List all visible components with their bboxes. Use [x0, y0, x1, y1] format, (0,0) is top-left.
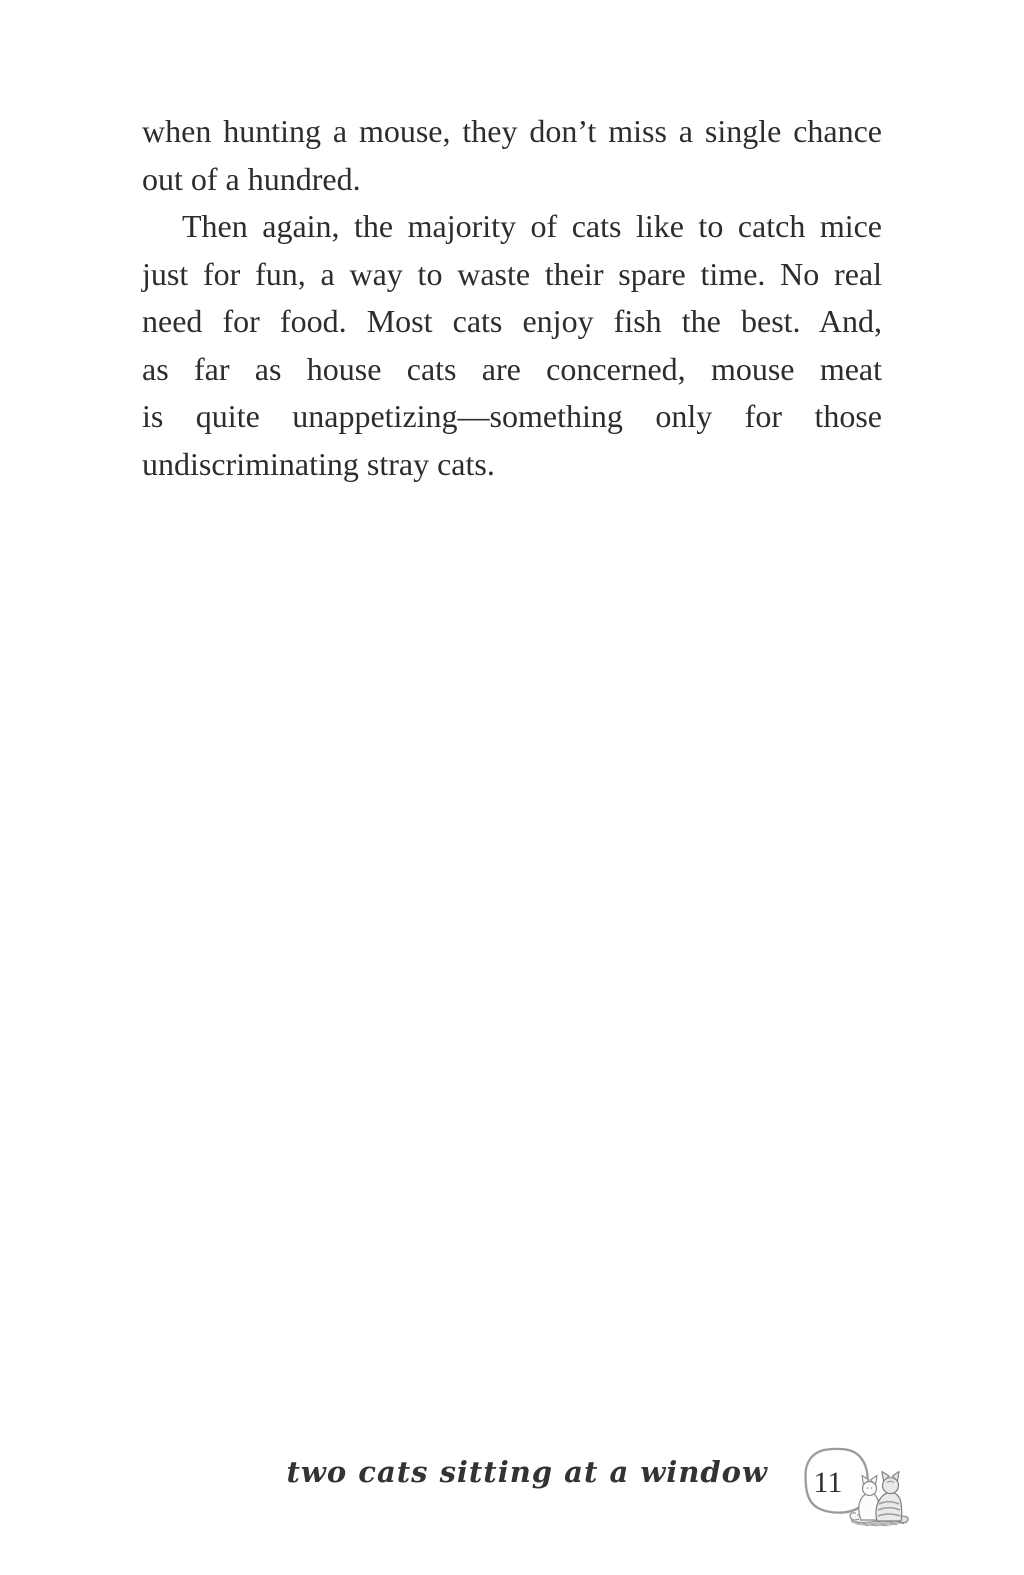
body-text — [142, 108, 882, 488]
body-text-line: need for food. Most cats enjoy fish the best. And, — [142, 303, 882, 339]
white-cat-head — [863, 1482, 877, 1496]
body-text-line: out of a hundred. — [142, 160, 361, 197]
body-text-line: just for fun, a way to waste their spare time. No real — [142, 255, 882, 292]
body-text-line: is quite unappetizing—something only for those — [142, 398, 882, 434]
running-title: two cats sitting at a window — [286, 1455, 768, 1489]
body-text-line: Then again, the majority of cats like to catch mice — [182, 208, 882, 244]
paragraph — [142, 108, 882, 203]
page-number: 11 — [813, 1466, 843, 1499]
tabby-cat-head — [883, 1478, 899, 1494]
body-text-line: as far as house cats are concerned, mouse meat — [142, 350, 882, 387]
body-text-line: undiscriminating stray cats. — [142, 445, 495, 482]
body-text-line: when hunting a mouse, they don’t miss a single chance — [142, 113, 882, 149]
tabby-cat-body — [876, 1493, 902, 1522]
white-cat-tail — [850, 1513, 859, 1520]
two-cats-illustration — [845, 1463, 911, 1529]
paragraph — [142, 203, 882, 488]
